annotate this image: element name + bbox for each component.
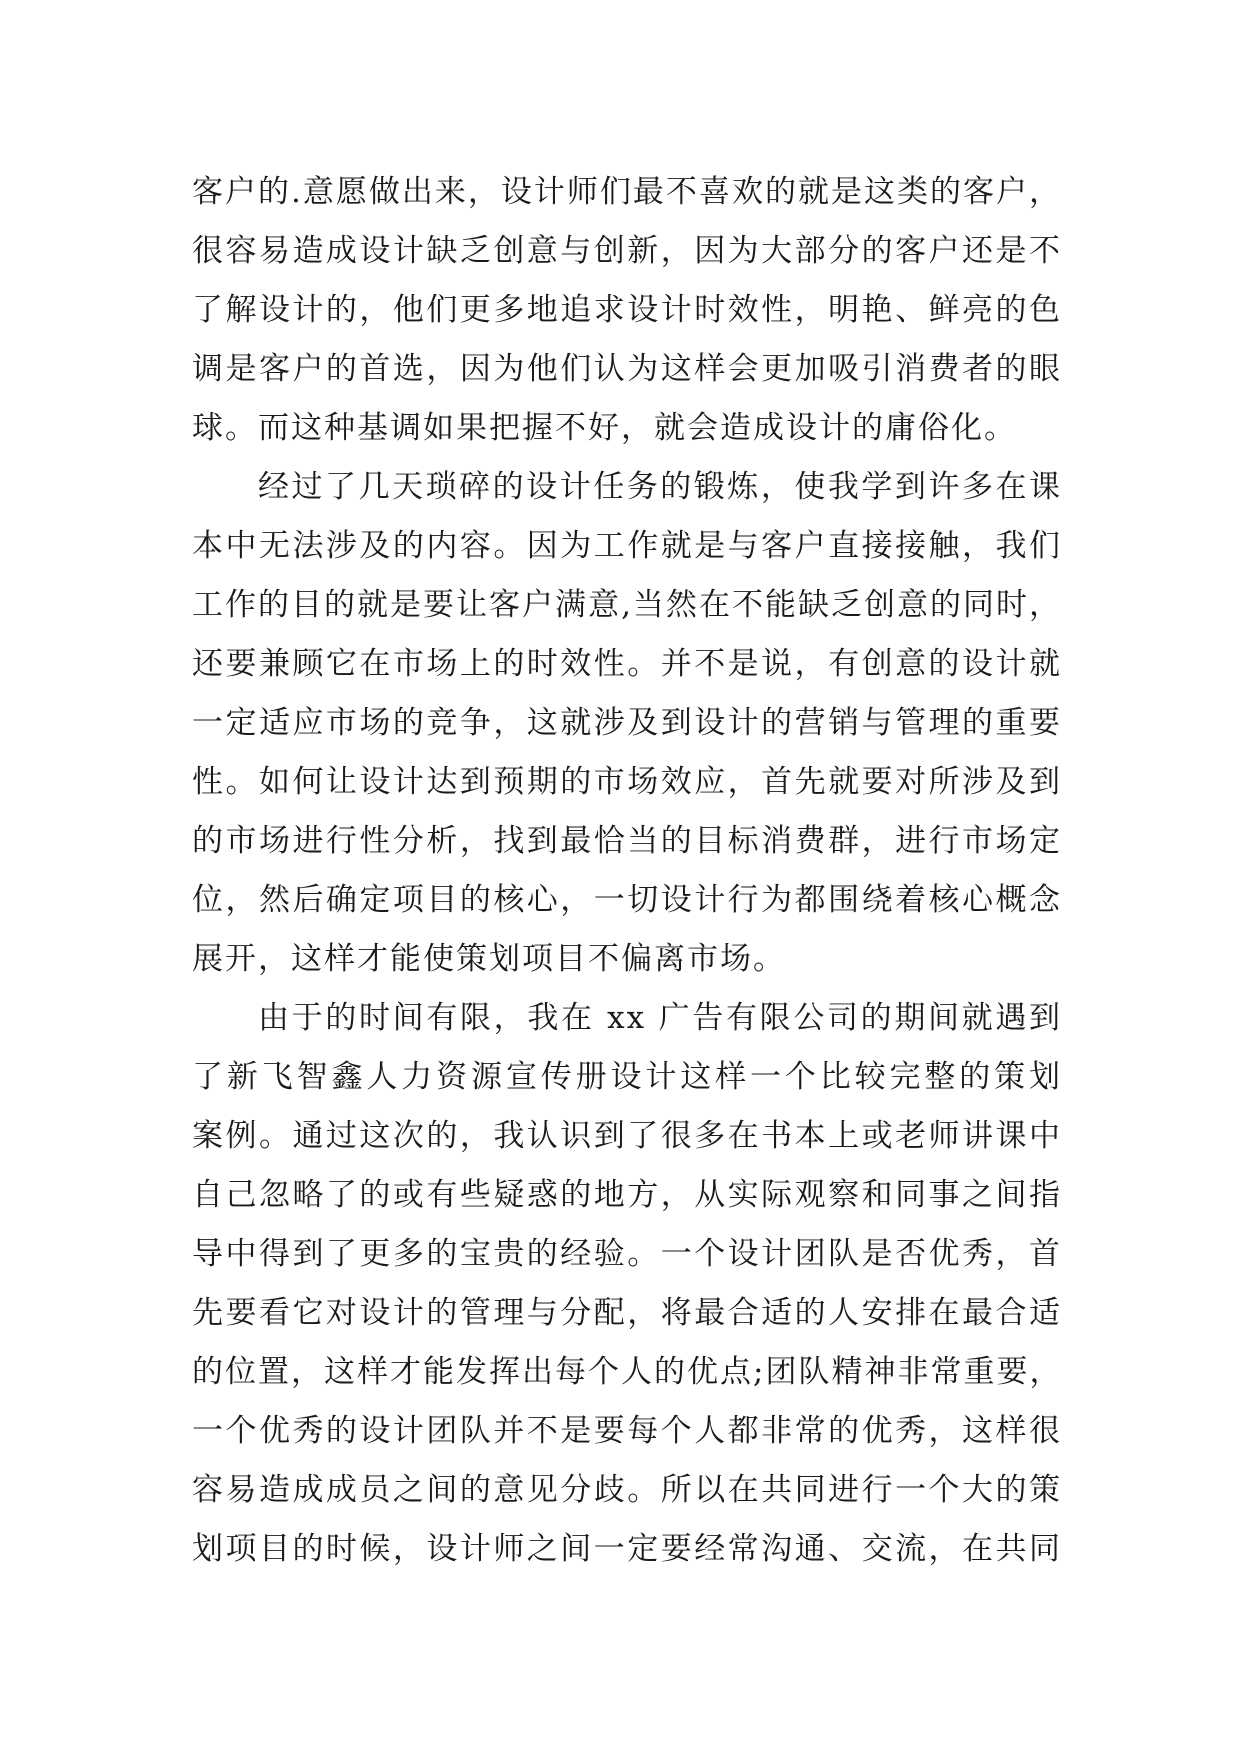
text-line: 自己忽略了的或有些疑惑的地方，从实际观察和同事之间指: [192, 1177, 1062, 1213]
text-line: 球。而这种基调如果把握不好，就会造成设计的庸俗化。: [192, 410, 1017, 446]
text-line: 容易造成成员之间的意见分歧。所以在共同进行一个大的策: [192, 1472, 1062, 1508]
text-line: 了解设计的，他们更多地追求设计时效性，明艳、鲜亮的色: [192, 292, 1062, 328]
text-line: 划项目的时候，设计师之间一定要经常沟通、交流，在共同: [192, 1531, 1062, 1567]
text-line: 调是客户的首选，因为他们认为这样会更加吸引消费者的眼: [192, 351, 1062, 387]
text-line: 客户的.意愿做出来，设计师们最不喜欢的就是这类的客户，: [192, 174, 1062, 210]
text-line: 导中得到了更多的宝贵的经验。一个设计团队是否优秀，首: [192, 1236, 1062, 1272]
text-line: 案例。通过这次的，我认识到了很多在书本上或老师讲课中: [192, 1118, 1062, 1154]
text-line: 位，然后确定项目的核心，一切设计行为都围绕着核心概念: [192, 882, 1062, 918]
text-line: 工作的目的就是要让客户满意,当然在不能缺乏创意的同时，: [192, 587, 1062, 623]
text-line: 一定适应市场的竞争，这就涉及到设计的营销与管理的重要: [192, 705, 1062, 741]
text-line: 很容易造成设计缺乏创意与创新，因为大部分的客户还是不: [192, 233, 1062, 269]
text-line: 经过了几天琐碎的设计任务的锻炼，使我学到许多在课: [258, 469, 1062, 505]
paragraph-1: [192, 163, 1062, 458]
text-line: 先要看它对设计的管理与分配，将最合适的人安排在最合适: [192, 1295, 1062, 1331]
text-line: 由于的时间有限，我在 xx 广告有限公司的期间就遇到: [258, 1000, 1062, 1036]
body-text: [192, 163, 1062, 1579]
text-line: 还要兼顾它在市场上的时效性。并不是说，有创意的设计就: [192, 646, 1062, 682]
text-line: 了新飞智鑫人力资源宣传册设计这样一个比较完整的策划: [192, 1059, 1062, 1095]
text-line: 的市场进行性分析，找到最恰当的目标消费群，进行市场定: [192, 823, 1062, 859]
paragraph-2: [192, 458, 1062, 989]
text-line: 展开，这样才能使策划项目不偏离市场。: [192, 941, 786, 977]
paragraph-3: [192, 989, 1062, 1579]
text-line: 的位置，这样才能发挥出每个人的优点;团队精神非常重要，: [192, 1354, 1063, 1390]
text-line: 一个优秀的设计团队并不是要每个人都非常的优秀，这样很: [192, 1413, 1062, 1449]
text-line: 性。如何让设计达到预期的市场效应，首先就要对所涉及到: [192, 764, 1062, 800]
text-line: 本中无法涉及的内容。因为工作就是与客户直接接触，我们: [192, 528, 1062, 564]
